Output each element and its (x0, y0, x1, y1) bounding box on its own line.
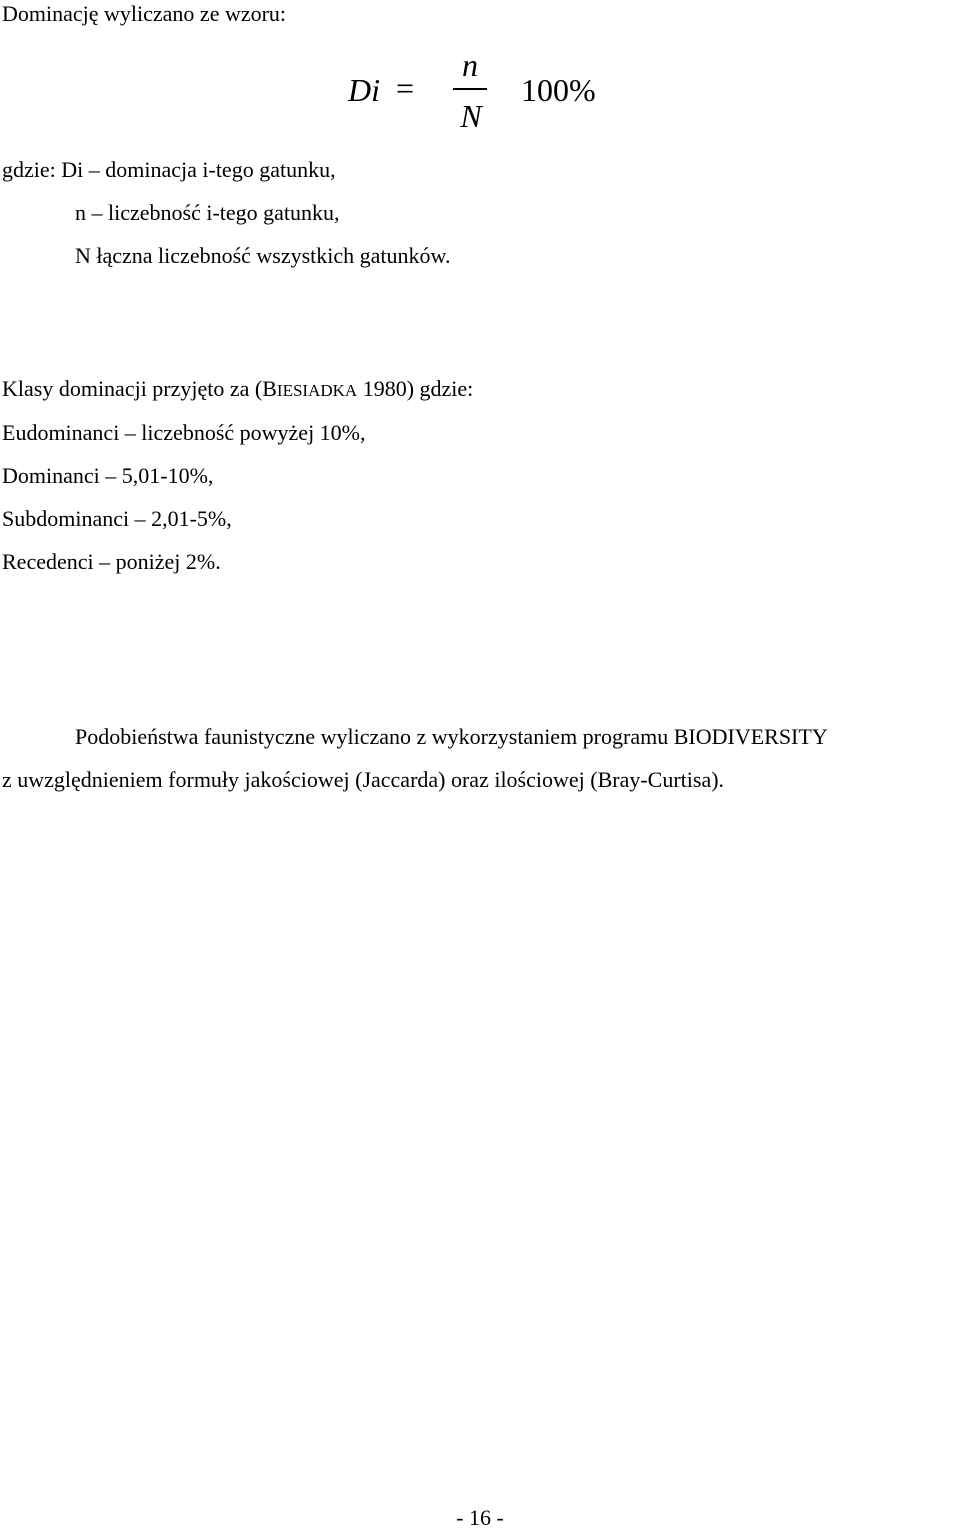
similarity-line-1: Podobieństwa faunistyczne wyliczano z wykorzystaniem programu BIODIVERSITY (75, 724, 828, 749)
class-item-subdominanci: Subdominanci – 2,01-5%, (2, 506, 232, 531)
intro-text: Dominację wyliczano ze wzoru: (2, 1, 287, 26)
classes-intro (2, 376, 473, 404)
similarity-line-2: z uwzględnieniem formuły jakościowej (Jaccarda) oraz ilościowej (Bray-Curtisa). (2, 767, 725, 792)
definition-di: gdzie: Di – dominacja i-tego gatunku, (2, 157, 336, 182)
definition-N: N łączna liczebność wszystkich gatunków. (75, 243, 451, 268)
class-item-recedenci: Recedenci – poniżej 2%. (2, 549, 221, 574)
classes-intro-after: 1980) gdzie: (357, 376, 474, 401)
classes-intro-before: Klasy dominacji przyjęto za (B (2, 376, 277, 401)
definition-n: n – liczebność i-tego gatunku, (75, 200, 340, 225)
class-item-dominanci: Dominanci – 5,01-10%, (2, 463, 214, 488)
formula-numerator: n (462, 47, 478, 83)
formula-lhs: Di (348, 72, 380, 108)
author-smallcaps: IESIADKA (276, 381, 358, 400)
page-number: - 16 - (456, 1505, 504, 1530)
fraction-bar (453, 88, 487, 90)
formula-denominator: N (460, 98, 482, 134)
dominance-formula (0, 44, 960, 140)
class-item-eudominanci: Eudominanci – liczebność powyżej 10%, (2, 420, 366, 445)
formula-multiplier: 100% (521, 72, 596, 108)
formula-equals: = (396, 70, 415, 106)
